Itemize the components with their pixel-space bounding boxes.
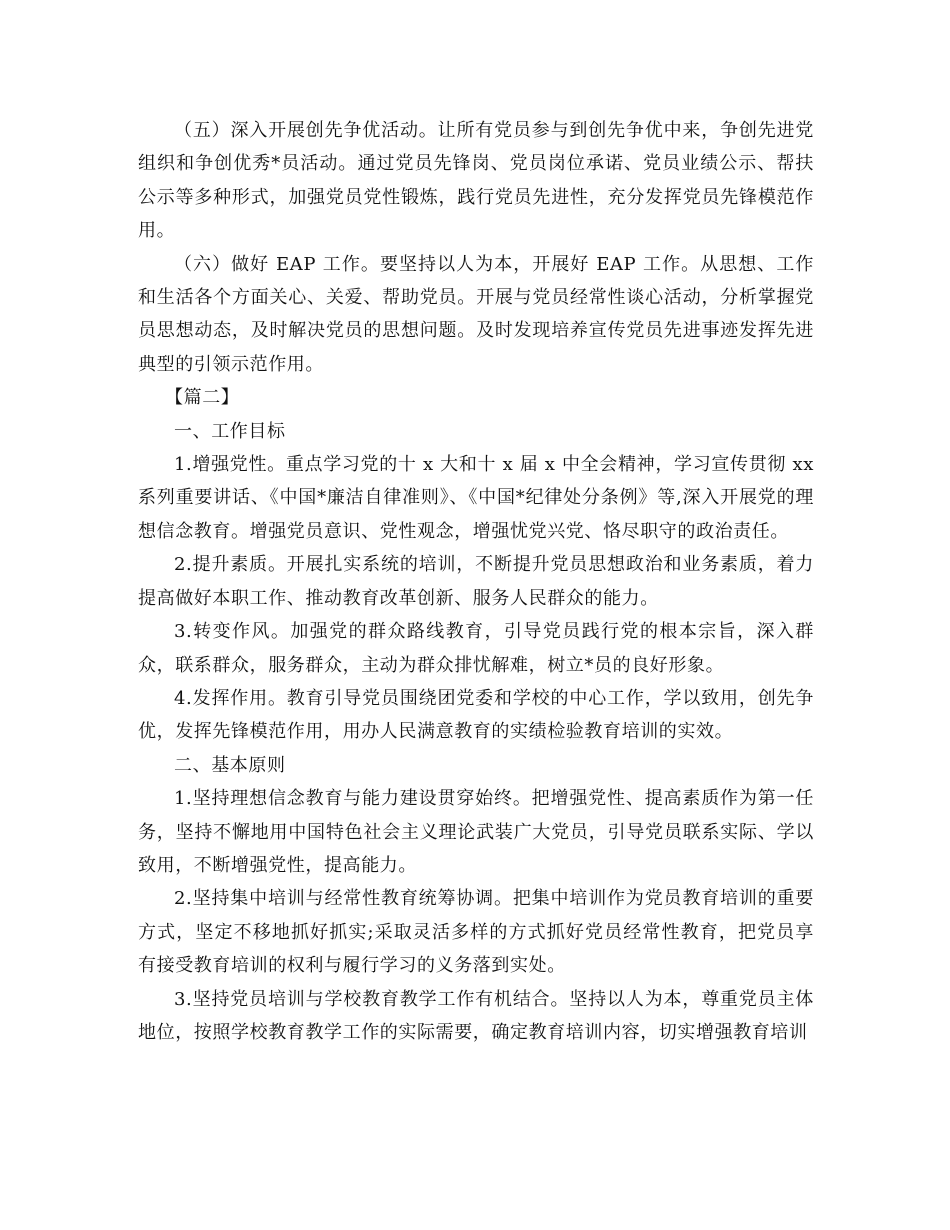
paragraph-six: （六）做好 EAP 工作。要坚持以人为本，开展好 EAP 工作。从思想、工作和生活各个方面关心、关爱、帮助党员。开展与党员经常性谈心活动，分析掌握党员思想动态，及时解决党员的思想问题。及时发现培养宣传党员先进事迹发挥先进典型的引领示范作用。 — [138, 253, 814, 375]
principle-item-3: 3.坚持党员培训与学校教育教学工作有机结合。坚持以人为本，尊重党员主体地位，按照学校教育教学工作的实际需要，确定教育培训内容，切实增强教育培训 — [138, 988, 814, 1043]
principle-item-1: 1.坚持理想信念教育与能力建设贯穿始终。把增强党性、提高素质作为第一任务，坚持不懈地用中国特色社会主义理论武装广大党员，引导党员联系实际、学以致用，不断增强党性，提高能力。 — [138, 788, 814, 876]
heading-basic-principles: 二、基本原则 — [174, 754, 286, 776]
goal-item-3: 3.转变作风。加强党的群众路线教育，引导党员践行党的根本宗旨，深入群众，联系群众，服务群众，主动为群众排忧解难，树立*员的良好形象。 — [138, 621, 814, 676]
heading-work-goals: 一、工作目标 — [174, 420, 286, 442]
goal-item-1: 1.增强党性。重点学习党的十 x 大和十 x 届 x 中全会精神，学习宣传贯彻 xx 系列重要讲话、《中国*廉洁自律准则》、《中国*纪律处分条例》等,深入开展党的理想信念教育。增强党员意识、党性观念，增强忧党兴党、恪尽职守的政治责任。 — [138, 454, 814, 542]
section-heading-part-two: 【篇二】 — [165, 387, 240, 409]
goal-item-4: 4.发挥作用。教育引导党员围绕团党委和学校的中心工作，学以致用，创先争优，发挥先锋模范作用，用办人民满意教育的实绩检验教育培训的实效。 — [138, 687, 814, 743]
principle-item-2: 2.坚持集中培训与经常性教育统筹协调。把集中培训作为党员教育培训的重要方式，坚定不移地抓好抓实;采取灵活多样的方式抓好党员经常性教育，把党员享有接受教育培训的权利与履行学习的义务落到实处。 — [138, 888, 814, 977]
goal-item-2: 2.提升素质。开展扎实系统的培训，不断提升党员思想政治和业务素质，着力提高做好本职工作、推动教育改革创新、服务人民群众的能力。 — [138, 554, 814, 609]
document-body — [138, 114, 814, 1049]
paragraph-five: （五）深入开展创先争优活动。让所有党员参与到创先争优中来，争创先进党组织和争创优秀*员活动。通过党员先锋岗、党员岗位承诺、党员业绩公示、帮扶公示等多种形式，加强党员党性锻炼，践行党员先进性，充分发挥党员先锋模范作用。 — [138, 120, 814, 242]
